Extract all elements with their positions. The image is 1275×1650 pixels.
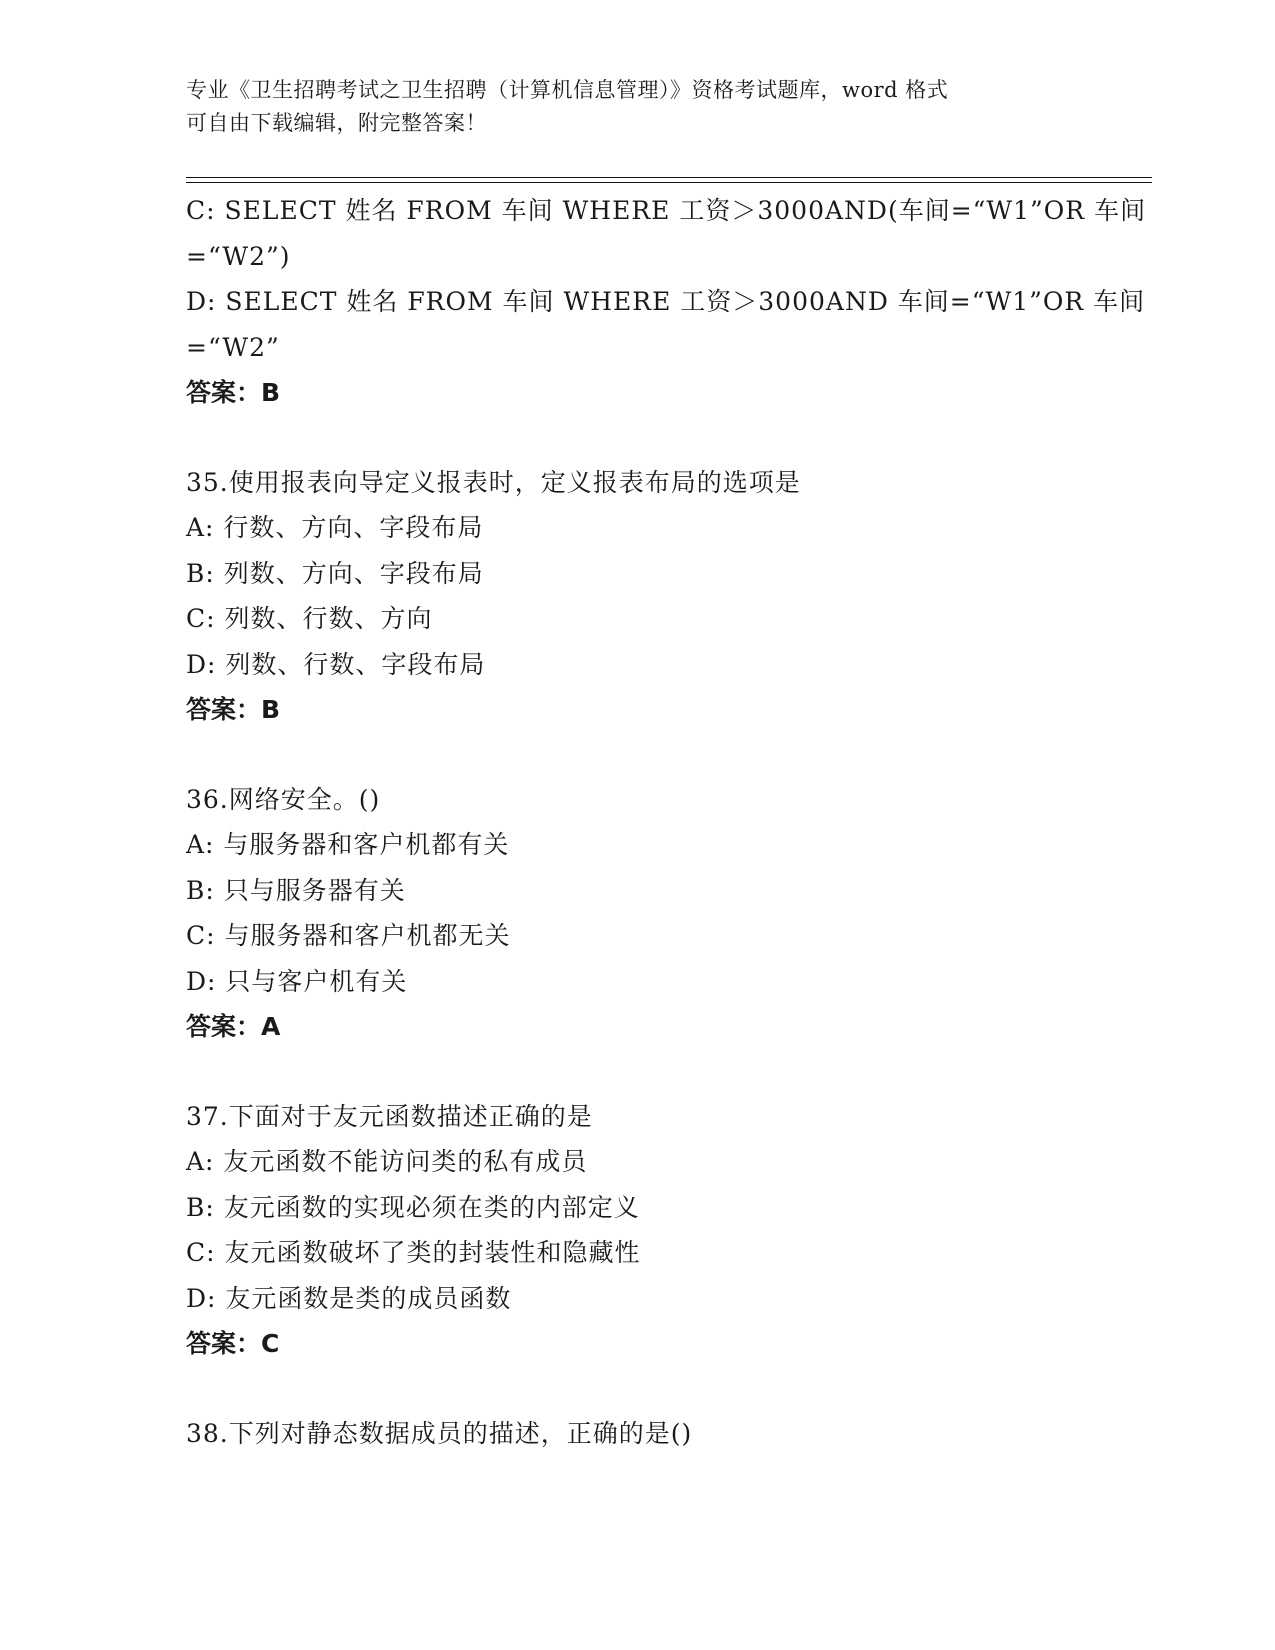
question-stem-35: 35.使用报表向导定义报表时，定义报表布局的选项是 bbox=[186, 467, 801, 497]
question-content bbox=[186, 188, 1147, 1456]
option-a-35: A: 行数、方向、字段布局 bbox=[186, 513, 484, 542]
answer-37: 答案：C bbox=[186, 1329, 280, 1358]
answer-34: 答案：B bbox=[186, 378, 281, 407]
question-block-36 bbox=[186, 777, 1086, 1050]
option-d-35: D: 列数、行数、字段布局 bbox=[186, 649, 486, 679]
header-line-2: 可自由下载编辑，附完整答案！ bbox=[186, 111, 487, 135]
answer-35: 答案：B bbox=[186, 695, 281, 724]
option-c-37: C: 友元函数破坏了类的封装性和隐藏性 bbox=[186, 1238, 641, 1267]
option-c-line-1: C: SELECT 姓名 FROM 车间 WHERE 工资＞3000AND(车间=“W1”OR 车间 bbox=[186, 196, 1147, 225]
option-d-37: D: 友元函数是类的成员函数 bbox=[186, 1283, 512, 1313]
option-d-line-2: =“W2” bbox=[186, 332, 280, 362]
option-c-line-2: =“W2”) bbox=[186, 241, 291, 271]
option-d-36: D: 只与客户机有关 bbox=[186, 966, 408, 996]
header-line-1: 专业《卫生招聘考试之卫生招聘（计算机信息管理）》资格考试题库，word 格式 bbox=[186, 78, 949, 102]
header-divider-top bbox=[186, 177, 1152, 178]
question-stem-36: 36.网络安全。() bbox=[186, 784, 381, 814]
option-b-36: B: 只与服务器有关 bbox=[186, 875, 406, 905]
question-block-35 bbox=[186, 460, 1086, 733]
answer-36: 答案：A bbox=[186, 1012, 281, 1041]
option-b-37: B: 友元函数的实现必须在类的内部定义 bbox=[186, 1192, 640, 1222]
question-stem-38: 38.下列对静态数据成员的描述，正确的是() bbox=[186, 1418, 693, 1448]
option-a-36: A: 与服务器和客户机都有关 bbox=[186, 830, 510, 859]
question-block-34 bbox=[186, 188, 1147, 416]
question-block-38 bbox=[186, 1411, 1086, 1457]
option-d-line-1: D: SELECT 姓名 FROM 车间 WHERE 工资＞3000AND 车间=“W1”OR 车间 bbox=[186, 287, 1146, 316]
option-b-35: B: 列数、方向、字段布局 bbox=[186, 558, 484, 588]
question-stem-37: 37.下面对于友元函数描述正确的是 bbox=[186, 1101, 593, 1131]
page-header bbox=[186, 74, 1066, 140]
header-divider-bottom bbox=[186, 182, 1152, 183]
question-block-37 bbox=[186, 1094, 1086, 1367]
option-a-37: A: 友元函数不能访问类的私有成员 bbox=[186, 1147, 588, 1176]
option-c-35: C: 列数、行数、方向 bbox=[186, 604, 433, 633]
option-c-36: C: 与服务器和客户机都无关 bbox=[186, 921, 511, 950]
